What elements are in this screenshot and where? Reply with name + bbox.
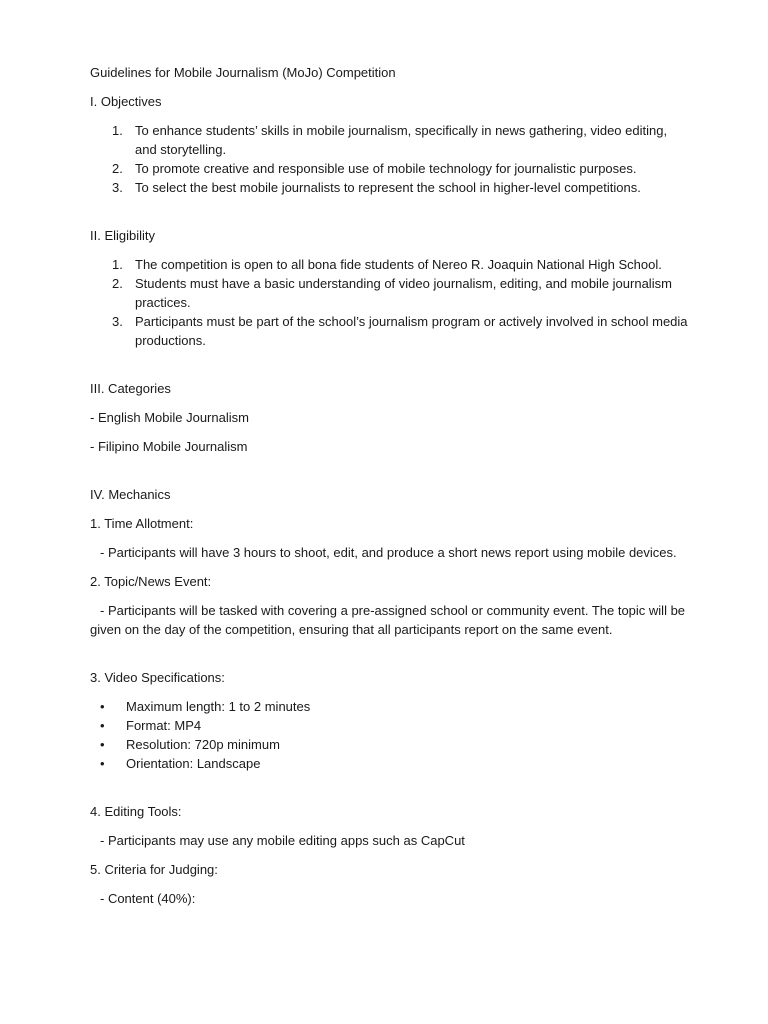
time-allotment-text: - Participants will have 3 hours to shoot, edit, and produce a short news report using mobile devices. [100,545,677,560]
list-marker: 1. [112,123,123,138]
section-heading-mechanics: IV. Mechanics [90,487,171,502]
subheading-time-allotment: 1. Time Allotment: [90,516,194,531]
list-item [90,754,690,773]
section-heading-categories: III. Categories [90,381,171,396]
bullet-icon: • [100,699,105,714]
document-page [90,63,690,918]
criteria-content-text: - Content (40%): [100,891,196,906]
list-item [90,255,690,274]
video-specifications-list [90,697,690,773]
list-item-text: To promote creative and responsible use of mobile technology for journalistic purposes. [135,161,637,176]
list-item [90,178,690,197]
editing-tools-text: - Participants may use any mobile editing apps such as CapCut [100,833,465,848]
list-marker: 3. [112,180,123,195]
topic-text-content: - Participants will be tasked with covering a pre-assigned school or community event. The topic will be given on the day of the competition, ensuring that all participants report on the same event. [90,603,686,637]
category-item-english: - English Mobile Journalism [90,410,249,425]
list-marker: 2. [112,161,123,176]
topic-text [90,601,690,639]
objectives-list [90,121,690,197]
list-item-text: The competition is open to all bona fide students of Nereo R. Joaquin National High School. [135,257,662,272]
list-marker: 2. [112,276,123,291]
list-item [90,312,690,350]
list-item-text: Orientation: Landscape [126,756,261,771]
list-item [90,159,690,178]
category-item-filipino: - Filipino Mobile Journalism [90,439,248,454]
list-marker: 3. [112,314,123,329]
list-item-text: Maximum length: 1 to 2 minutes [126,699,311,714]
section-heading-objectives: I. Objectives [90,94,162,109]
subheading-topic: 2. Topic/News Event: [90,574,212,589]
list-item-text: Participants must be part of the school’s journalism program or actively involved in school media productions. [135,314,688,348]
list-item-text: Students must have a basic understanding of video journalism, editing, and mobile journalism practices. [135,276,672,310]
list-item [90,121,690,159]
list-item-text: Format: MP4 [126,718,202,733]
subheading-editing-tools: 4. Editing Tools: [90,804,182,819]
bullet-icon: • [100,718,105,733]
list-item [90,716,690,735]
bullet-icon: • [100,737,105,752]
list-item-text: Resolution: 720p minimum [126,737,280,752]
list-item-text: To select the best mobile journalists to represent the school in higher-level competitions. [135,180,641,195]
subheading-criteria: 5. Criteria for Judging: [90,862,218,877]
subheading-video-specifications: 3. Video Specifications: [90,670,225,685]
section-heading-eligibility: II. Eligibility [90,228,156,243]
document-title: Guidelines for Mobile Journalism (MoJo) Competition [90,65,396,80]
list-marker: 1. [112,257,123,272]
list-item [90,274,690,312]
bullet-icon: • [100,756,105,771]
list-item [90,735,690,754]
list-item-text: To enhance students’ skills in mobile journalism, specifically in news gathering, video editing, and storytelling. [135,123,668,157]
eligibility-list [90,255,690,350]
list-item [90,697,690,716]
